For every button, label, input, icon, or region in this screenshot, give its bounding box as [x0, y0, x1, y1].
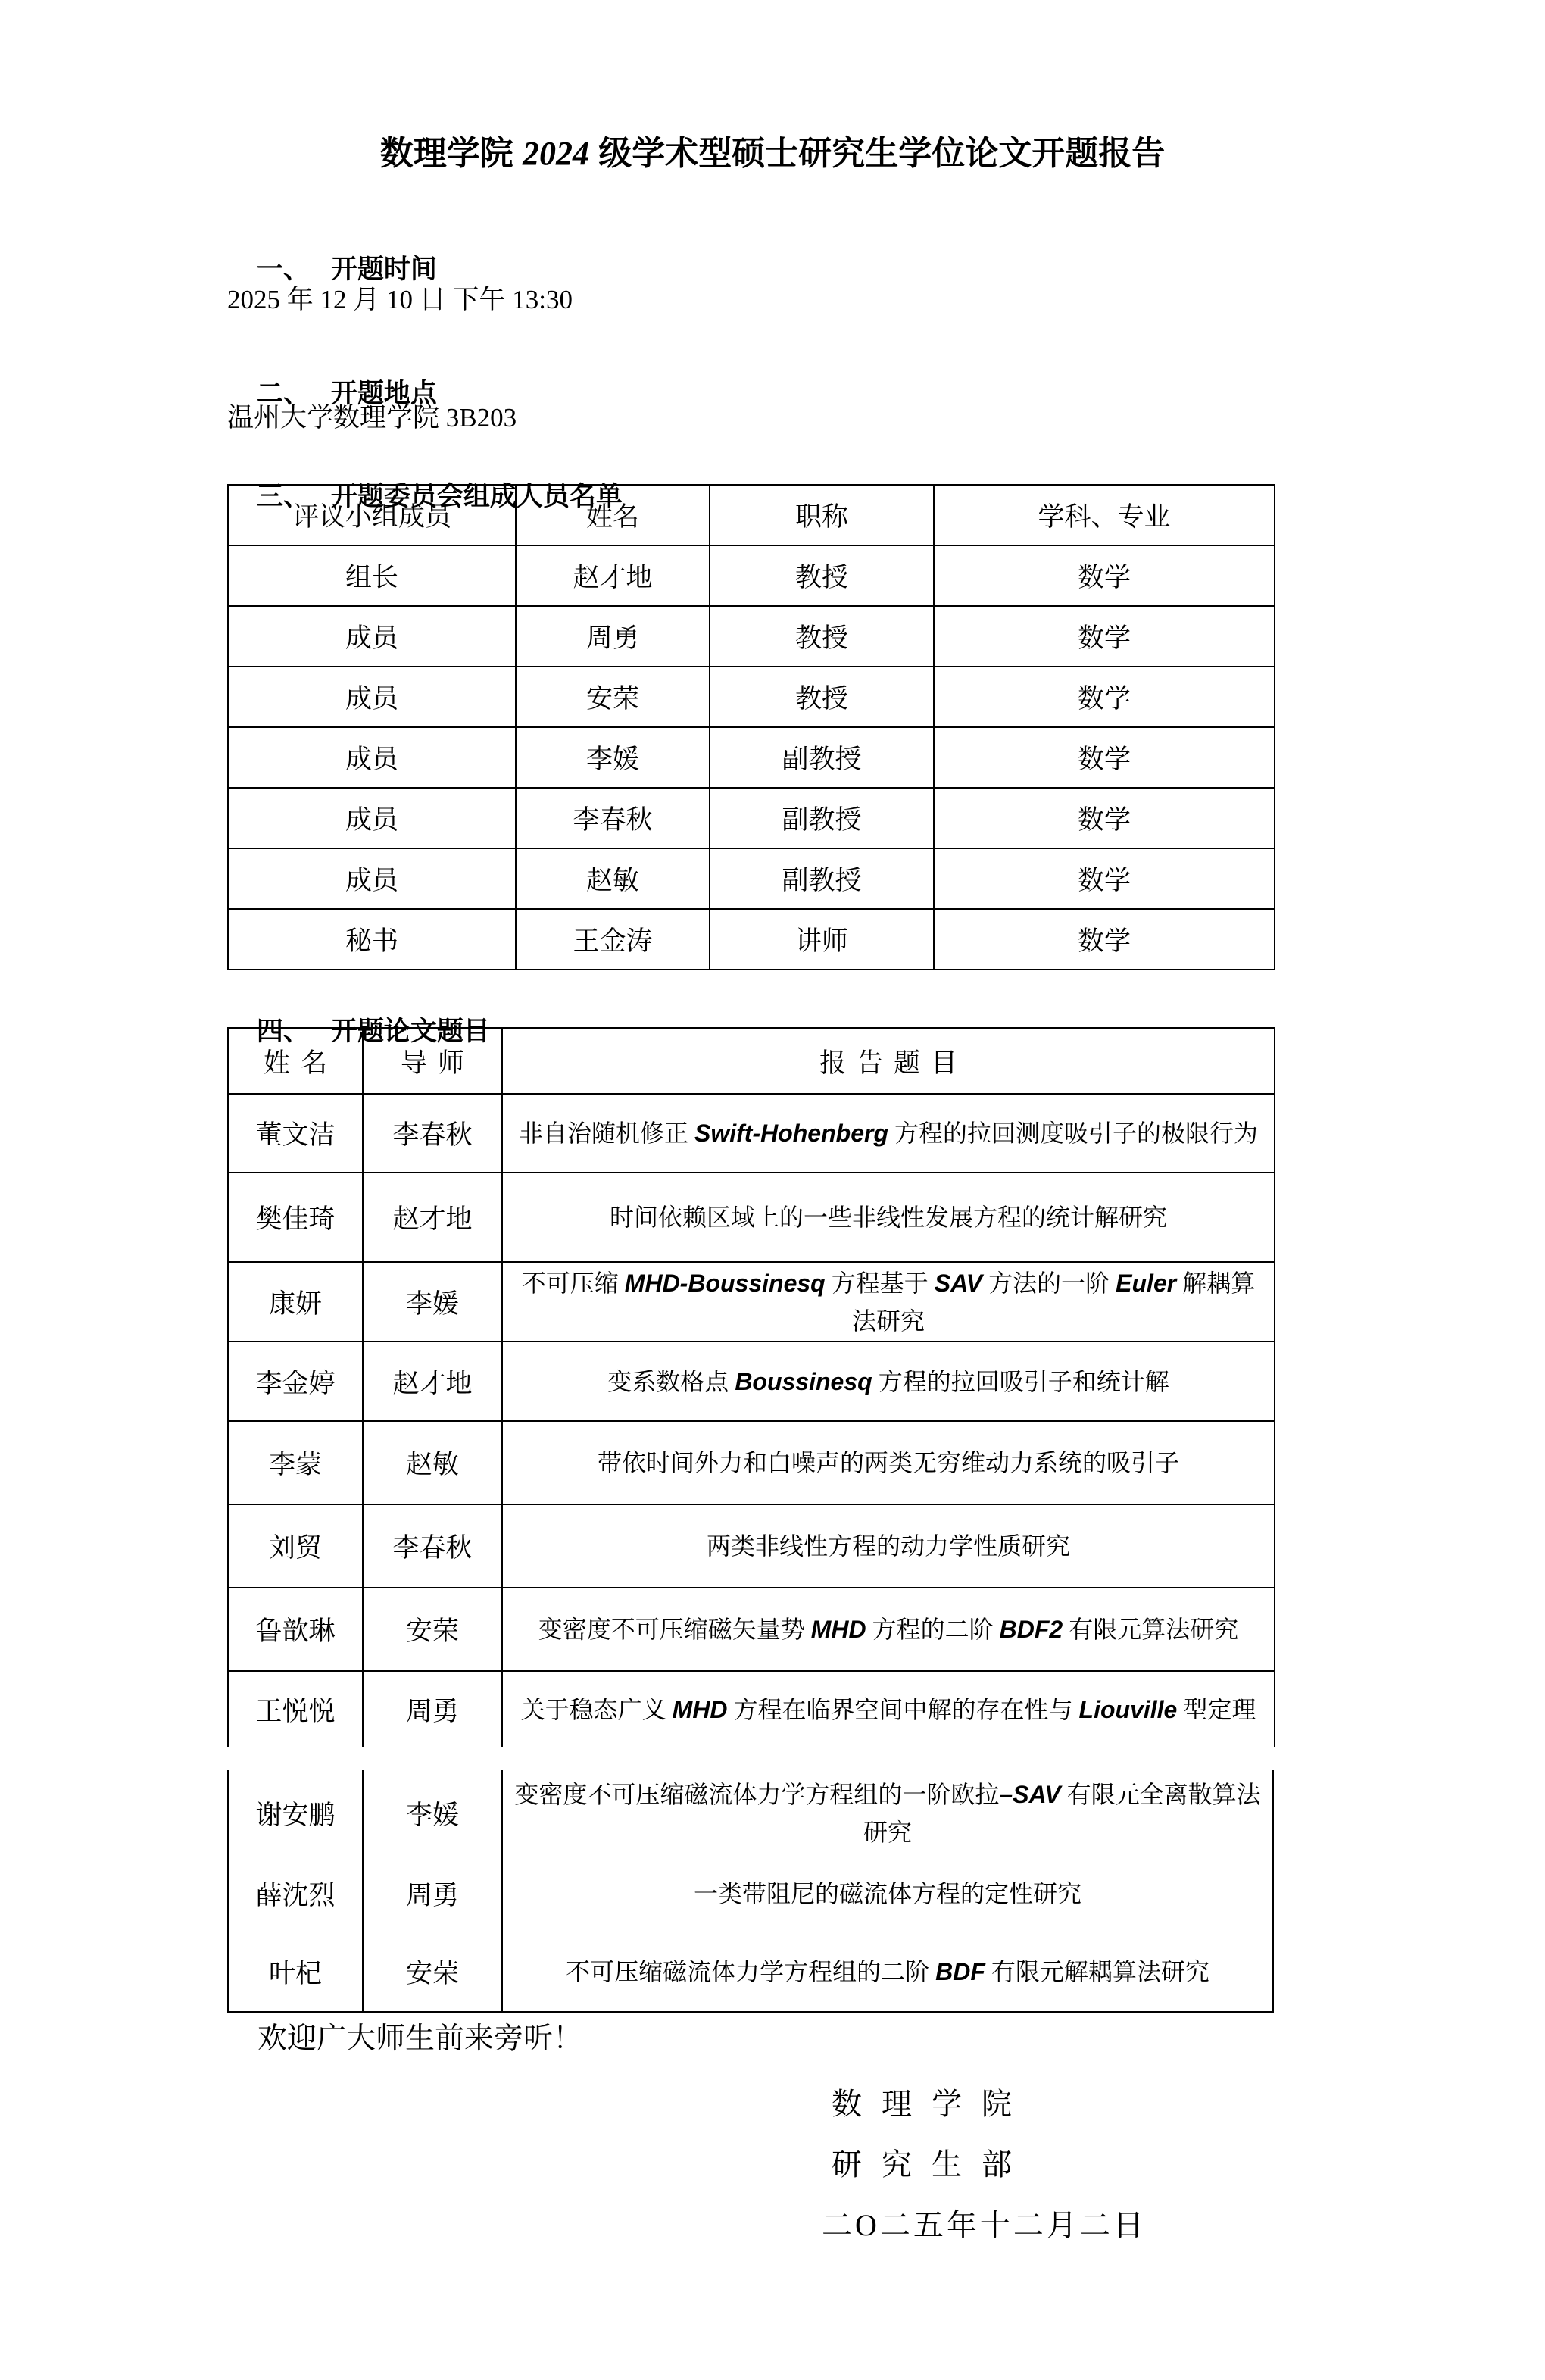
mentor-cell: 李春秋	[363, 1094, 502, 1173]
major-cell: 数学	[934, 606, 1275, 667]
header-cell: 导师	[363, 1028, 502, 1094]
table-row	[228, 848, 1275, 909]
topic-cell: 两类非线性方程的动力学性质研究	[502, 1504, 1275, 1588]
role-cell: 成员	[228, 667, 516, 727]
header-cell: 姓名	[516, 485, 710, 545]
student-name-cell: 董文洁	[228, 1094, 363, 1173]
name-cell: 赵才地	[516, 545, 710, 606]
topic-cell: 变密度不可压缩磁矢量势 MHD 方程的二阶 BDF2 有限元算法研究	[502, 1588, 1275, 1671]
table-row	[228, 1671, 1275, 1747]
name-cell: 李媛	[516, 727, 710, 788]
section-number: 三、	[256, 482, 310, 511]
topic-cell	[503, 1770, 1272, 1856]
student-name-cell: 鲁歆琳	[228, 1588, 363, 1671]
student-name-cell: 谢安鹏	[229, 1770, 364, 1856]
signature-date: 二O二五年十二月二日	[822, 2208, 1147, 2242]
mentor-cell: 李媛	[363, 1262, 502, 1341]
name-cell: 李春秋	[516, 788, 710, 848]
title-cell: 教授	[710, 606, 934, 667]
header-cell: 报告题目	[502, 1028, 1275, 1094]
section-title: 开题论文题目	[330, 1017, 490, 1046]
table-row	[228, 788, 1275, 848]
section-number: 四、	[256, 1017, 310, 1046]
mentor-cell: 安荣	[363, 1588, 502, 1671]
table-row	[228, 1504, 1275, 1588]
student-name-cell: 李蒙	[228, 1421, 363, 1504]
role-cell: 成员	[228, 727, 516, 788]
mentor-cell: 周勇	[363, 1671, 502, 1747]
title-cell: 副教授	[710, 788, 934, 848]
role-cell: 成员	[228, 606, 516, 667]
name-cell: 王金涛	[516, 909, 710, 970]
table-row	[229, 1932, 1272, 2011]
student-name-cell: 薛沈烈	[229, 1856, 364, 1932]
signature-department-line2: 研 究 生 部	[832, 2147, 1018, 2182]
mentor-cell: 李媛	[364, 1770, 503, 1856]
header-cell: 评议小组成员	[228, 485, 516, 545]
topic-text: 变密度不可压缩磁流体力学方程组的一阶欧拉–SAV 有限元全离散算法研究	[514, 1780, 1261, 1846]
mentor-cell: 赵才地	[363, 1173, 502, 1262]
topic-cell: 变系数格点 Boussinesq 方程的拉回吸引子和统计解	[502, 1341, 1275, 1421]
name-cell: 周勇	[516, 606, 710, 667]
mentor-cell: 李春秋	[363, 1504, 502, 1588]
table-row	[228, 545, 1275, 606]
table-header-row	[228, 1028, 1275, 1094]
student-name-cell: 王悦悦	[228, 1671, 363, 1747]
section-title: 开题时间	[330, 255, 437, 284]
table-row	[228, 909, 1275, 970]
title-cell: 副教授	[710, 727, 934, 788]
closing-invitation: 欢迎广大师生前来旁听！	[258, 2022, 583, 2055]
table-row	[229, 1856, 1272, 1932]
major-cell: 数学	[934, 788, 1275, 848]
title-cell: 讲师	[710, 909, 934, 970]
title-cell: 教授	[710, 667, 934, 727]
major-cell: 数学	[934, 667, 1275, 727]
section-title: 开题委员会组成人员名单	[330, 482, 623, 511]
student-name-cell: 康妍	[228, 1262, 363, 1341]
topic-text: 一类带阻尼的磁流体方程的定性研究	[693, 1880, 1082, 1907]
header-cell: 学科、专业	[934, 485, 1275, 545]
title-cell: 副教授	[710, 848, 934, 909]
role-cell: 秘书	[228, 909, 516, 970]
header-cell: 职称	[710, 485, 934, 545]
topic-cell: 非自治随机修正 Swift-Hohenberg 方程的拉回测度吸引子的极限行为	[502, 1094, 1275, 1173]
committee-table	[227, 484, 1275, 970]
thesis-table-upper	[227, 1027, 1275, 1747]
topic-cell	[503, 1932, 1272, 2011]
table-row	[229, 1770, 1272, 1856]
name-cell: 安荣	[516, 667, 710, 727]
opening-datetime: 2025 年 12 月 10 日 下午 13:30	[227, 285, 573, 314]
table-row	[228, 1341, 1275, 1421]
student-name-cell: 樊佳琦	[228, 1173, 363, 1262]
document-title: 数理学院 2024 级学术型硕士研究生学位论文开题报告	[379, 135, 1166, 172]
table-row	[228, 1421, 1275, 1504]
topic-cell: 时间依赖区域上的一些非线性发展方程的统计解研究	[502, 1173, 1275, 1262]
topic-cell	[503, 1856, 1272, 1932]
section-number: 一、	[256, 255, 310, 284]
role-cell: 成员	[228, 848, 516, 909]
table-row	[228, 1262, 1275, 1341]
title-cell: 教授	[710, 545, 934, 606]
opening-location: 温州大学数理学院 3B203	[227, 403, 517, 433]
major-cell: 数学	[934, 909, 1275, 970]
thesis-table-lower	[227, 1770, 1274, 2013]
topic-cell: 关于稳态广义 MHD 方程在临界空间中解的存在性与 Liouville 型定理	[502, 1671, 1275, 1747]
topic-cell: 不可压缩 MHD-Boussinesq 方程基于 SAV 方法的一阶 Euler 解耦算法研究	[502, 1262, 1275, 1341]
section-number: 二、	[256, 379, 310, 408]
table-row	[228, 1588, 1275, 1671]
student-name-cell: 李金婷	[228, 1341, 363, 1421]
student-name-cell: 叶杞	[229, 1932, 364, 2011]
topic-text: 不可压缩磁流体力学方程组的二阶 BDF 有限元解耦算法研究	[566, 1957, 1209, 1985]
mentor-cell: 赵才地	[363, 1341, 502, 1421]
table-row	[228, 606, 1275, 667]
header-cell: 姓名	[228, 1028, 363, 1094]
name-cell: 赵敏	[516, 848, 710, 909]
table-row	[228, 727, 1275, 788]
role-cell: 成员	[228, 788, 516, 848]
major-cell: 数学	[934, 848, 1275, 909]
table-row	[228, 667, 1275, 727]
major-cell: 数学	[934, 727, 1275, 788]
mentor-cell: 赵敏	[363, 1421, 502, 1504]
mentor-cell: 安荣	[364, 1932, 503, 2011]
table-row	[228, 1094, 1275, 1173]
student-name-cell: 刘贸	[228, 1504, 363, 1588]
section-title: 开题地点	[330, 379, 437, 408]
mentor-cell: 周勇	[364, 1856, 503, 1932]
role-cell: 组长	[228, 545, 516, 606]
table-row	[228, 1173, 1275, 1262]
topic-cell: 带依时间外力和白噪声的两类无穷维动力系统的吸引子	[502, 1421, 1275, 1504]
signature-department-line1: 数 理 学 院	[832, 2087, 1018, 2121]
major-cell: 数学	[934, 545, 1275, 606]
table-header-row	[228, 485, 1275, 545]
